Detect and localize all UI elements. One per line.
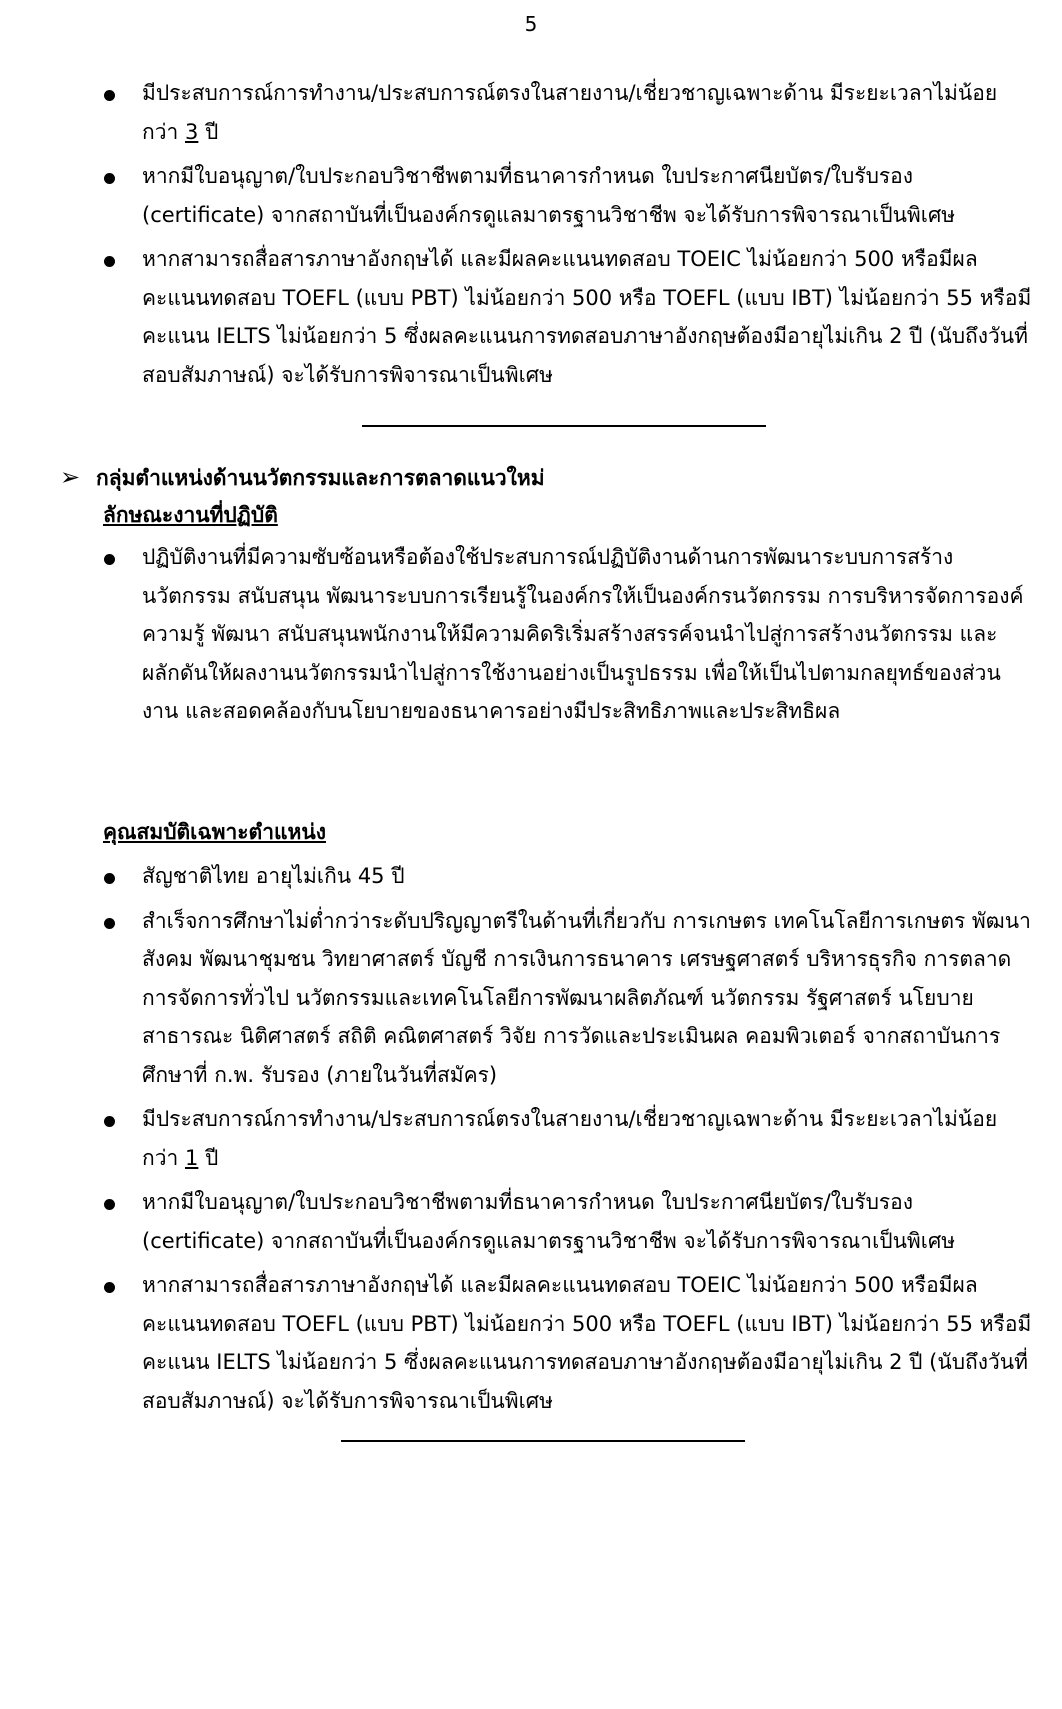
section-title [60,458,545,497]
list-item [0,74,1062,151]
arrow-bullet-icon: ➢ [60,463,81,491]
bullet-icon [104,918,115,929]
top-bullet-list [0,74,1062,400]
list-item-text: ปฏิบัติงานที่มีความซับซ้อนหรือต้องใช้ประสบการณ์ปฏิบัติงานด้านการพัฒนาระบบการสร้างนวัตกรรม สนับสนุน พัฒนาระบบการเรียนรู้ในองค์กรให้เป็นองค์กรนวัตกรรม การบริหารจัดการองค์ความรู้ พัฒนา สนับสนุนพนักงานให้มีความคิดริเริ่มสร้างสรรค์จนนำไปสู่การสร้างนวัตกรรม และผลักดันให้ผลงานนวัตกรรมนำไปสู่การใช้งานอย่างเป็นรูปธรรม เพื่อให้เป็นไปตามกลยุทธ์ของส่วนงาน และสอดคล้องกับนโยบายของธนาคารอย่างมีประสิทธิภาพและประสิทธิผล [142,545,1024,723]
list-item-text: สำเร็จการศึกษาไม่ต่ำกว่าระดับปริญญาตรีในด้านที่เกี่ยวกับ การเกษตร เทคโนโลยีการเกษตร พัฒนาสังคม พัฒนาชุมชน วิทยาศาสตร์ บัญชี การเงินการธนาคาร เศรษฐศาสตร์ บริหารธุรกิจ การตลาด การจัดการทั่วไป นวัตกรรมและเทคโนโลยีการพัฒนาผลิตภัณฑ์ นวัตกรรม รัฐศาสตร์ นโยบายสาธารณะ นิติศาสตร์ สถิติ คณิตศาสตร์ วิจัย การวัดและประเมินผล คอมพิวเตอร์ จากสถาบันการศึกษาที่ ก.พ. รับรอง (ภายในวันที่สมัคร) [142,908,1031,1087]
list-item-text: สัญชาติไทย อายุไม่เกิน 45 ปี [142,864,405,888]
list-item [0,1266,1062,1420]
list-item-text: หากมีใบอนุญาต/ใบประกอบวิชาชีพตามที่ธนาคารกำหนด ใบประกาศนียบัตร/ใบรับรอง (certificate) จากสถาบันที่เป็นองค์กรดูแลมาตรฐานวิชาชีพ จะได้รับการพิจารณาเป็นพิเศษ [142,164,956,227]
bullet-icon [104,90,115,101]
divider [341,1440,745,1442]
duties-heading: ลักษณะงานที่ปฏิบัติ [103,503,278,527]
list-item-suffix: ปี [198,1145,219,1170]
bullet-icon [104,1199,115,1210]
section-title-text: กลุ่มตำแหน่งด้านนวัตกรรมและการตลาดแนวใหม่ [96,466,545,490]
list-item [0,1183,1062,1260]
qualifications-list [0,857,1062,1426]
list-item-suffix: ปี [198,119,219,144]
duties-list [0,538,1062,737]
list-item [0,240,1062,394]
list-item-text: หากสามารถสื่อสารภาษาอังกฤษได้ และมีผลคะแนนทดสอบ TOEIC ไม่น้อยกว่า 500 หรือมีผลคะแนนทดสอบ TOEFL (แบบ PBT) ไม่น้อยกว่า 500 หรือ TOEFL (แบบ IBT) ไม่น้อยกว่า 55 หรือมีคะแนน IELTS ไม่น้อยกว่า 5 ซึ่งผลคะแนนการทดสอบภาษาอังกฤษต้องมีอายุไม่เกิน 2 ปี (นับถึงวันที่สอบสัมภาษณ์) จะได้รับการพิจารณาเป็นพิเศษ [142,247,1032,387]
page-number: 5 [524,12,538,36]
list-item [0,857,1062,896]
years-value: 1 [184,1145,199,1170]
list-item-text: มีประสบการณ์การทำงาน/ประสบการณ์ตรงในสายงาน/เชี่ยวชาญเฉพาะด้าน มีระยะเวลาไม่น้อยกว่า [142,1107,998,1170]
list-item-text: หากมีใบอนุญาต/ใบประกอบวิชาชีพตามที่ธนาคารกำหนด ใบประกาศนียบัตร/ใบรับรอง (certificate) จากสถาบันที่เป็นองค์กรดูแลมาตรฐานวิชาชีพ จะได้รับการพิจารณาเป็นพิเศษ [142,1190,956,1253]
bullet-icon [104,554,115,565]
list-item [0,157,1062,234]
qualifications-heading: คุณสมบัติเฉพาะตำแหน่ง [103,820,326,844]
bullet-icon [104,256,115,267]
years-value: 3 [184,119,199,144]
bullet-icon [104,873,115,884]
list-item [0,902,1062,1095]
list-item-text: หากสามารถสื่อสารภาษาอังกฤษได้ และมีผลคะแนนทดสอบ TOEIC ไม่น้อยกว่า 500 หรือมีผลคะแนนทดสอบ TOEFL (แบบ PBT) ไม่น้อยกว่า 500 หรือ TOEFL (แบบ IBT) ไม่น้อยกว่า 55 หรือมีคะแนน IELTS ไม่น้อยกว่า 5 ซึ่งผลคะแนนการทดสอบภาษาอังกฤษต้องมีอายุไม่เกิน 2 ปี (นับถึงวันที่สอบสัมภาษณ์) จะได้รับการพิจารณาเป็นพิเศษ [142,1273,1032,1413]
bullet-icon [104,173,115,184]
list-item [0,538,1062,731]
list-item-text: มีประสบการณ์การทำงาน/ประสบการณ์ตรงในสายงาน/เชี่ยวชาญเฉพาะด้าน มีระยะเวลาไม่น้อยกว่า [142,81,998,144]
bullet-icon [104,1116,115,1127]
bullet-icon [104,1282,115,1293]
divider [362,425,766,427]
list-item [0,1100,1062,1177]
